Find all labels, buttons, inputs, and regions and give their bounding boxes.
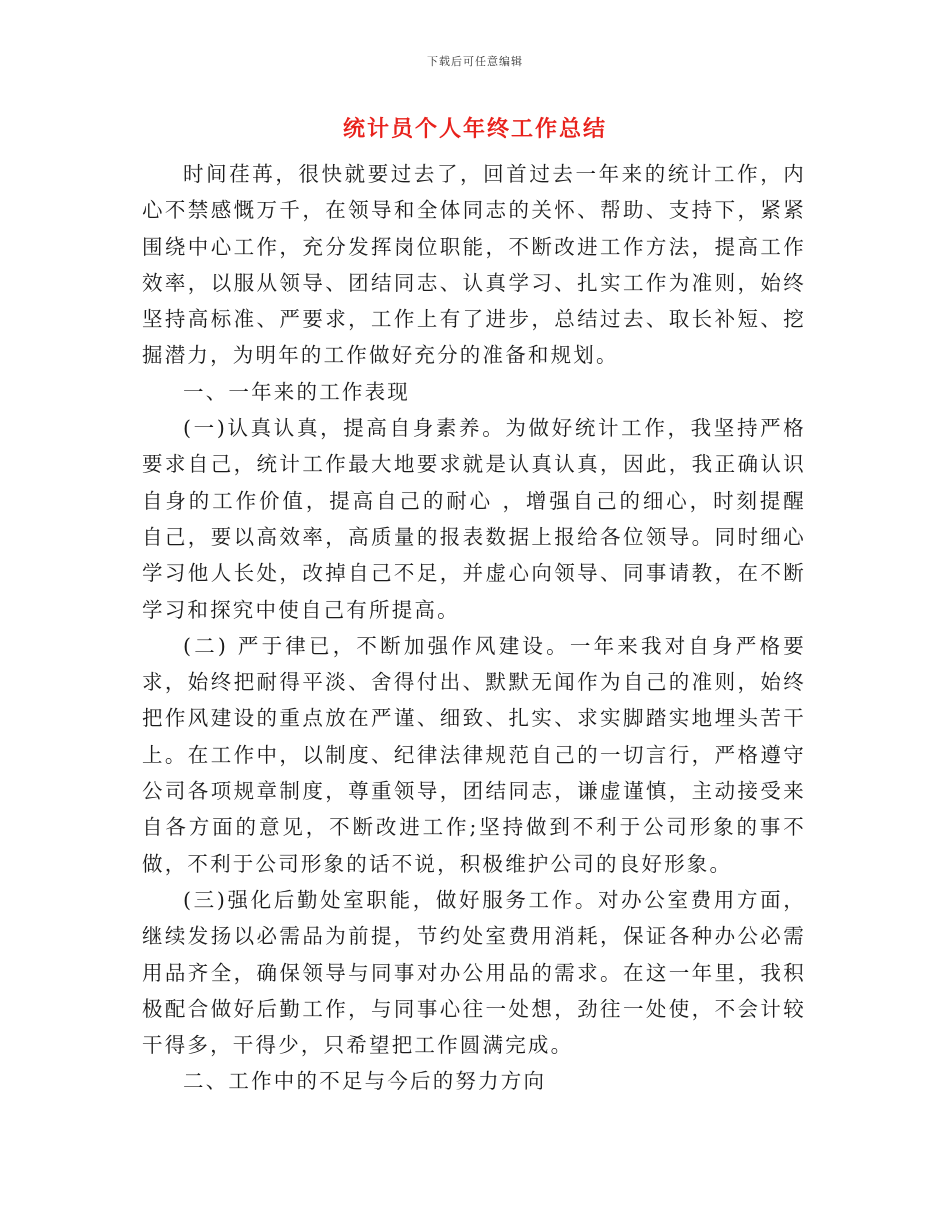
- document-title: 统计员个人年终工作总结: [342, 116, 607, 142]
- section-heading-1: 一、一年来的工作表现: [183, 379, 410, 404]
- paragraph-item-3: (三)强化后勤处室职能，做好服务工作。对办公室费用方面，继续发扬以必需品为前提，节约处室费用消耗，保证各种办公必需用品齐全，确保领导与同事对办公用品的需求。在这一年里，我积极配合做好后勤工作，与同事心往一处想，劲往一处使，不会计较干得多，干得少，只希望把工作圆满完成。: [142, 887, 806, 1058]
- section-heading-2: 二、工作中的不足与今后的努力方向: [183, 1069, 547, 1094]
- document-body: [142, 156, 806, 1100]
- paragraph-item-2: (二) 严于律已，不断加强作风建设。一年来我对自身严格要求，始终把耐得平淡、舍得付出、默默无闻作为自己的准则，始终把作风建设的重点放在严谨、细致、扎实、求实脚踏实地埋头苦干上。在工作中，以制度、纪律法律规范自己的一切言行，严格遵守公司各项规章制度，尊重领导，团结同志，谦虚谨慎，主动接受来自各方面的意见，不断改进工作;坚持做到不利于公司形象的事不做，不利于公司形象的话不说，积极维护公司的良好形象。: [142, 633, 806, 876]
- paragraph-intro: 时间荏苒，很快就要过去了，回首过去一年来的统计工作，内心不禁感慨万千，在领导和全体同志的关怀、帮助、支持下，紧紧围绕中心工作，充分发挥岗位职能，不断改进工作方法，提高工作效率，以服从领导、团结同志、认真学习、扎实工作为准则，始终坚持高标准、严要求，工作上有了进步，总结过去、取长补短、挖掘潜力，为明年的工作做好充分的准备和规划。: [142, 162, 806, 368]
- header-note: 下载后可任意编辑: [427, 55, 523, 68]
- paragraph-item-1: (一)认真认真，提高自身素养。为做好统计工作，我坚持严格要求自己，统计工作最大地要求就是认真认真，因此，我正确认识自身的工作价值，提高自己的耐心 ，增强自己的细心，时刻提醒自己，要以高效率，高质量的报表数据上报给各位领导。同时细心学习他人长处，改掉自己不足，并虚心向领导、同事请教，在不断学习和探究中使自己有所提高。: [142, 416, 806, 622]
